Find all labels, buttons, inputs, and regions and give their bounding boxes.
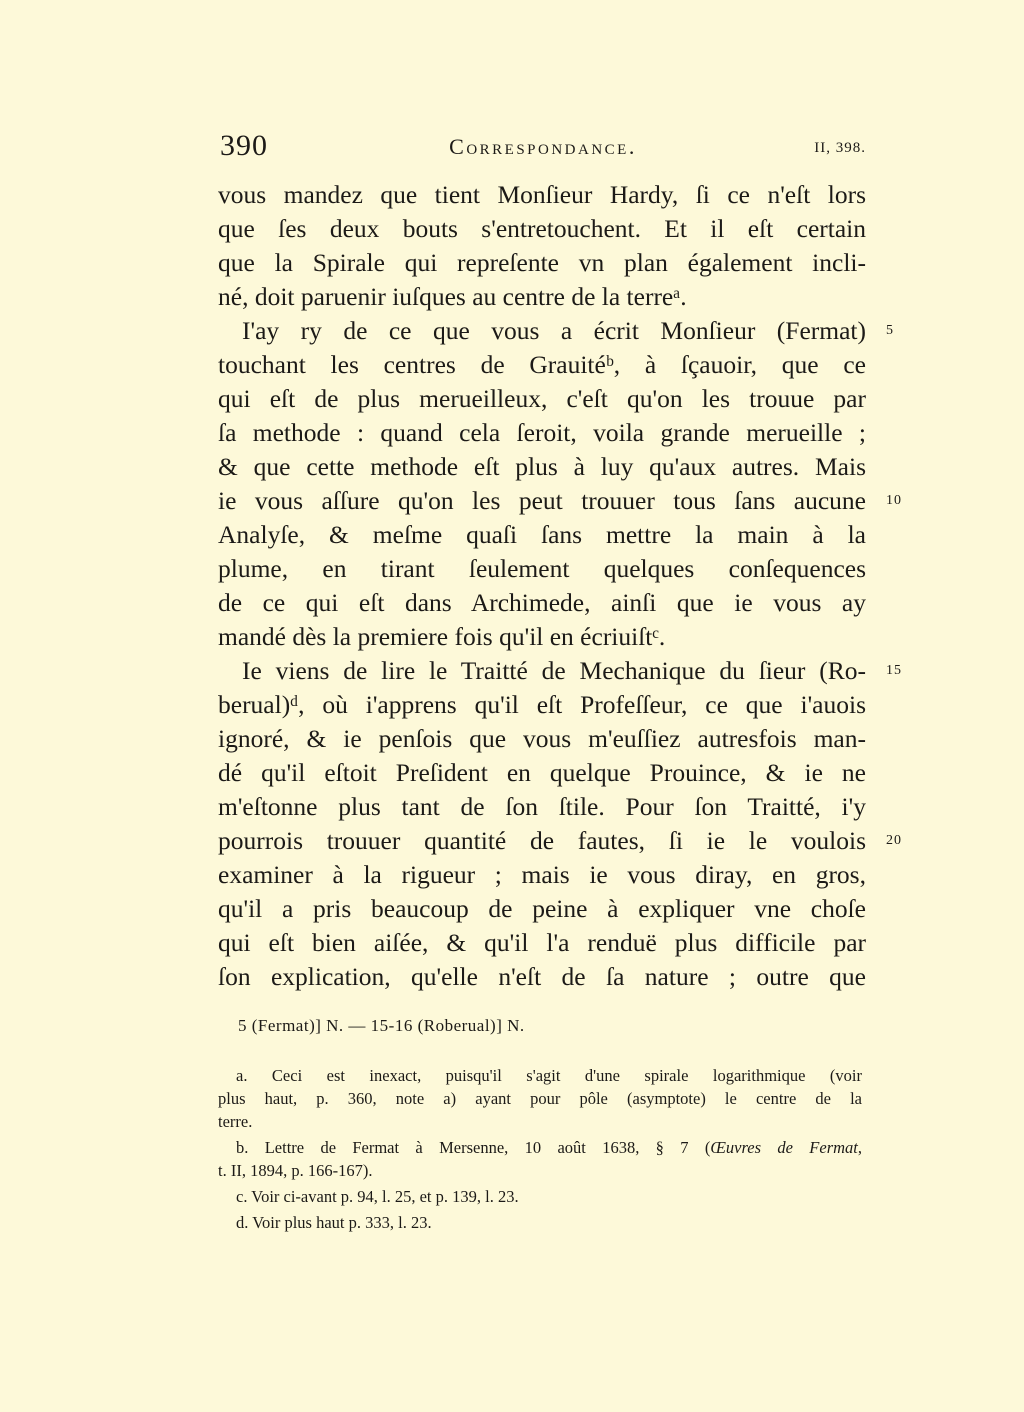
page-number: 390 xyxy=(220,129,268,162)
footnote-line-content: a. Ceci est inexact, puisqu'il s'agit d'une spirale logarithmique (voir xyxy=(236,1066,862,1085)
text-line-content: de ce qui eſt dans Archimede, ainſi que ie vous ay xyxy=(218,588,866,617)
running-title: Correspondance. xyxy=(449,134,637,159)
text-line xyxy=(218,688,866,722)
text-line xyxy=(218,654,902,688)
text-line xyxy=(218,246,866,280)
footnote-line-content: terre. xyxy=(218,1112,253,1131)
text-line-content: qui eſt bien aiſée, & qu'il l'a renduë plus difficile par xyxy=(218,928,866,957)
text-line-content: qui eſt de plus merueilleux, c'eſt qu'on les trouue par xyxy=(218,384,866,413)
text-line xyxy=(218,382,866,416)
text-line-content: né, doit paruenir iuſques au centre de la terreᵃ. xyxy=(218,282,687,311)
text-line xyxy=(218,178,866,212)
text-line xyxy=(218,450,866,484)
text-line-content: pourrois trouuer quantité de fautes, ſi ie le voulois xyxy=(218,826,866,855)
text-line-content: qu'il a pris beaucoup de peine à expliquer vne choſe xyxy=(218,894,866,923)
text-line-content: que la Spirale qui repreſente vn plan également incli- xyxy=(218,248,866,277)
footnotes xyxy=(218,1064,862,1234)
text-line xyxy=(218,212,866,246)
text-line-content: vous mandez que tient Monſieur Hardy, ſi ce n'eſt lors xyxy=(218,180,866,209)
footnote-line xyxy=(218,1159,862,1182)
text-line xyxy=(218,858,866,892)
running-head xyxy=(220,128,866,168)
footnote-line-content: d. Voir plus haut p. 333, l. 23. xyxy=(236,1213,432,1232)
text-line-content: ſa methode : quand cela ſeroit, voila grande merueille ; xyxy=(218,418,866,447)
book-title: Œuvres de Fermat xyxy=(710,1138,858,1157)
text-line xyxy=(218,280,866,314)
footnote-line-content: c. Voir ci-avant p. 94, l. 25, et p. 139, l. 23. xyxy=(236,1187,519,1206)
footnote xyxy=(218,1064,862,1133)
text-line xyxy=(218,926,866,960)
text-line-content: que ſes deux bouts s'entretouchent. Et il eſt certain xyxy=(218,214,866,243)
text-line xyxy=(218,348,866,382)
line-number: 5 xyxy=(886,323,894,338)
text-line-content: examiner à la rigueur ; mais ie vous diray, en gros, xyxy=(218,860,866,889)
footnote-line xyxy=(218,1136,862,1159)
text-line xyxy=(218,314,894,348)
text-line-content: I'ay ry de ce que vous a écrit Monſieur (Fermat) xyxy=(242,316,866,345)
text-line-content: ſon explication, qu'elle n'eſt de ſa nature ; outre que xyxy=(218,962,866,991)
volume-page-reference: II, 398. xyxy=(814,140,866,156)
text-line-content: plume, en tirant ſeulement quelques conſequences xyxy=(218,554,866,583)
footnote-line-content: b. Lettre de Fermat à Mersenne, 10 août 1638, § 7 (Œuvres de Fermat, xyxy=(236,1138,862,1157)
text-line-content: & que cette methode eſt plus à luy qu'aux autres. Mais xyxy=(218,452,866,481)
footnote-line xyxy=(218,1185,862,1208)
footnote-line-content: t. II, 1894, p. 166-167). xyxy=(218,1161,373,1180)
text-line xyxy=(218,552,866,586)
text-line xyxy=(218,620,866,654)
text-line xyxy=(218,960,866,994)
variant-readings: 5 (Fermat)] N. — 15-16 (Roberual)] N. xyxy=(238,1016,525,1035)
text-line-content: berual)ᵈ, où i'apprens qu'il eſt Profeſſeur, ce que i'auois xyxy=(218,690,866,719)
text-line-content: Ie viens de lire le Traitté de Mechanique du ſieur (Ro- xyxy=(242,656,866,685)
line-number: 10 xyxy=(886,493,902,508)
footnote xyxy=(218,1185,862,1208)
text-line-content: ignoré, & ie penſois que vous m'euſſiez autresfois man- xyxy=(218,724,866,753)
line-number: 20 xyxy=(886,833,902,848)
text-line-content: touchant les centres de Grauitéᵇ, à ſçauoir, que ce xyxy=(218,350,866,379)
footnote-line xyxy=(218,1110,862,1133)
text-line xyxy=(218,790,866,824)
text-line xyxy=(218,416,866,450)
text-line-content: m'eſtonne plus tant de ſon ſtile. Pour ſon Traitté, i'y xyxy=(218,792,866,821)
text-line xyxy=(218,518,866,552)
footnote xyxy=(218,1136,862,1182)
line-number: 15 xyxy=(886,663,902,678)
footnote-line xyxy=(218,1087,862,1110)
text-line-content: mandé dès la premiere fois qu'il en écriuiſtᶜ. xyxy=(218,622,666,651)
footnote xyxy=(218,1211,862,1234)
footnote-line-content: plus haut, p. 360, note a) ayant pour pôle (asymptote) le centre de la xyxy=(218,1089,862,1108)
text-line xyxy=(218,484,902,518)
text-line-content: dé qu'il eſtoit Preſident en quelque Prouince, & ie ne xyxy=(218,758,866,787)
footnote-line xyxy=(218,1064,862,1087)
footnote-line xyxy=(218,1211,862,1234)
text-line xyxy=(218,722,866,756)
text-line xyxy=(218,892,866,926)
letter-body-text xyxy=(218,178,902,994)
text-line xyxy=(218,824,902,858)
text-line-content: Analyſe, & meſme quaſi ſans mettre la main à la xyxy=(218,520,866,549)
text-line xyxy=(218,586,866,620)
text-line xyxy=(218,756,866,790)
text-line-content: ie vous aſſure qu'on les peut trouuer tous ſans aucune xyxy=(218,486,866,515)
